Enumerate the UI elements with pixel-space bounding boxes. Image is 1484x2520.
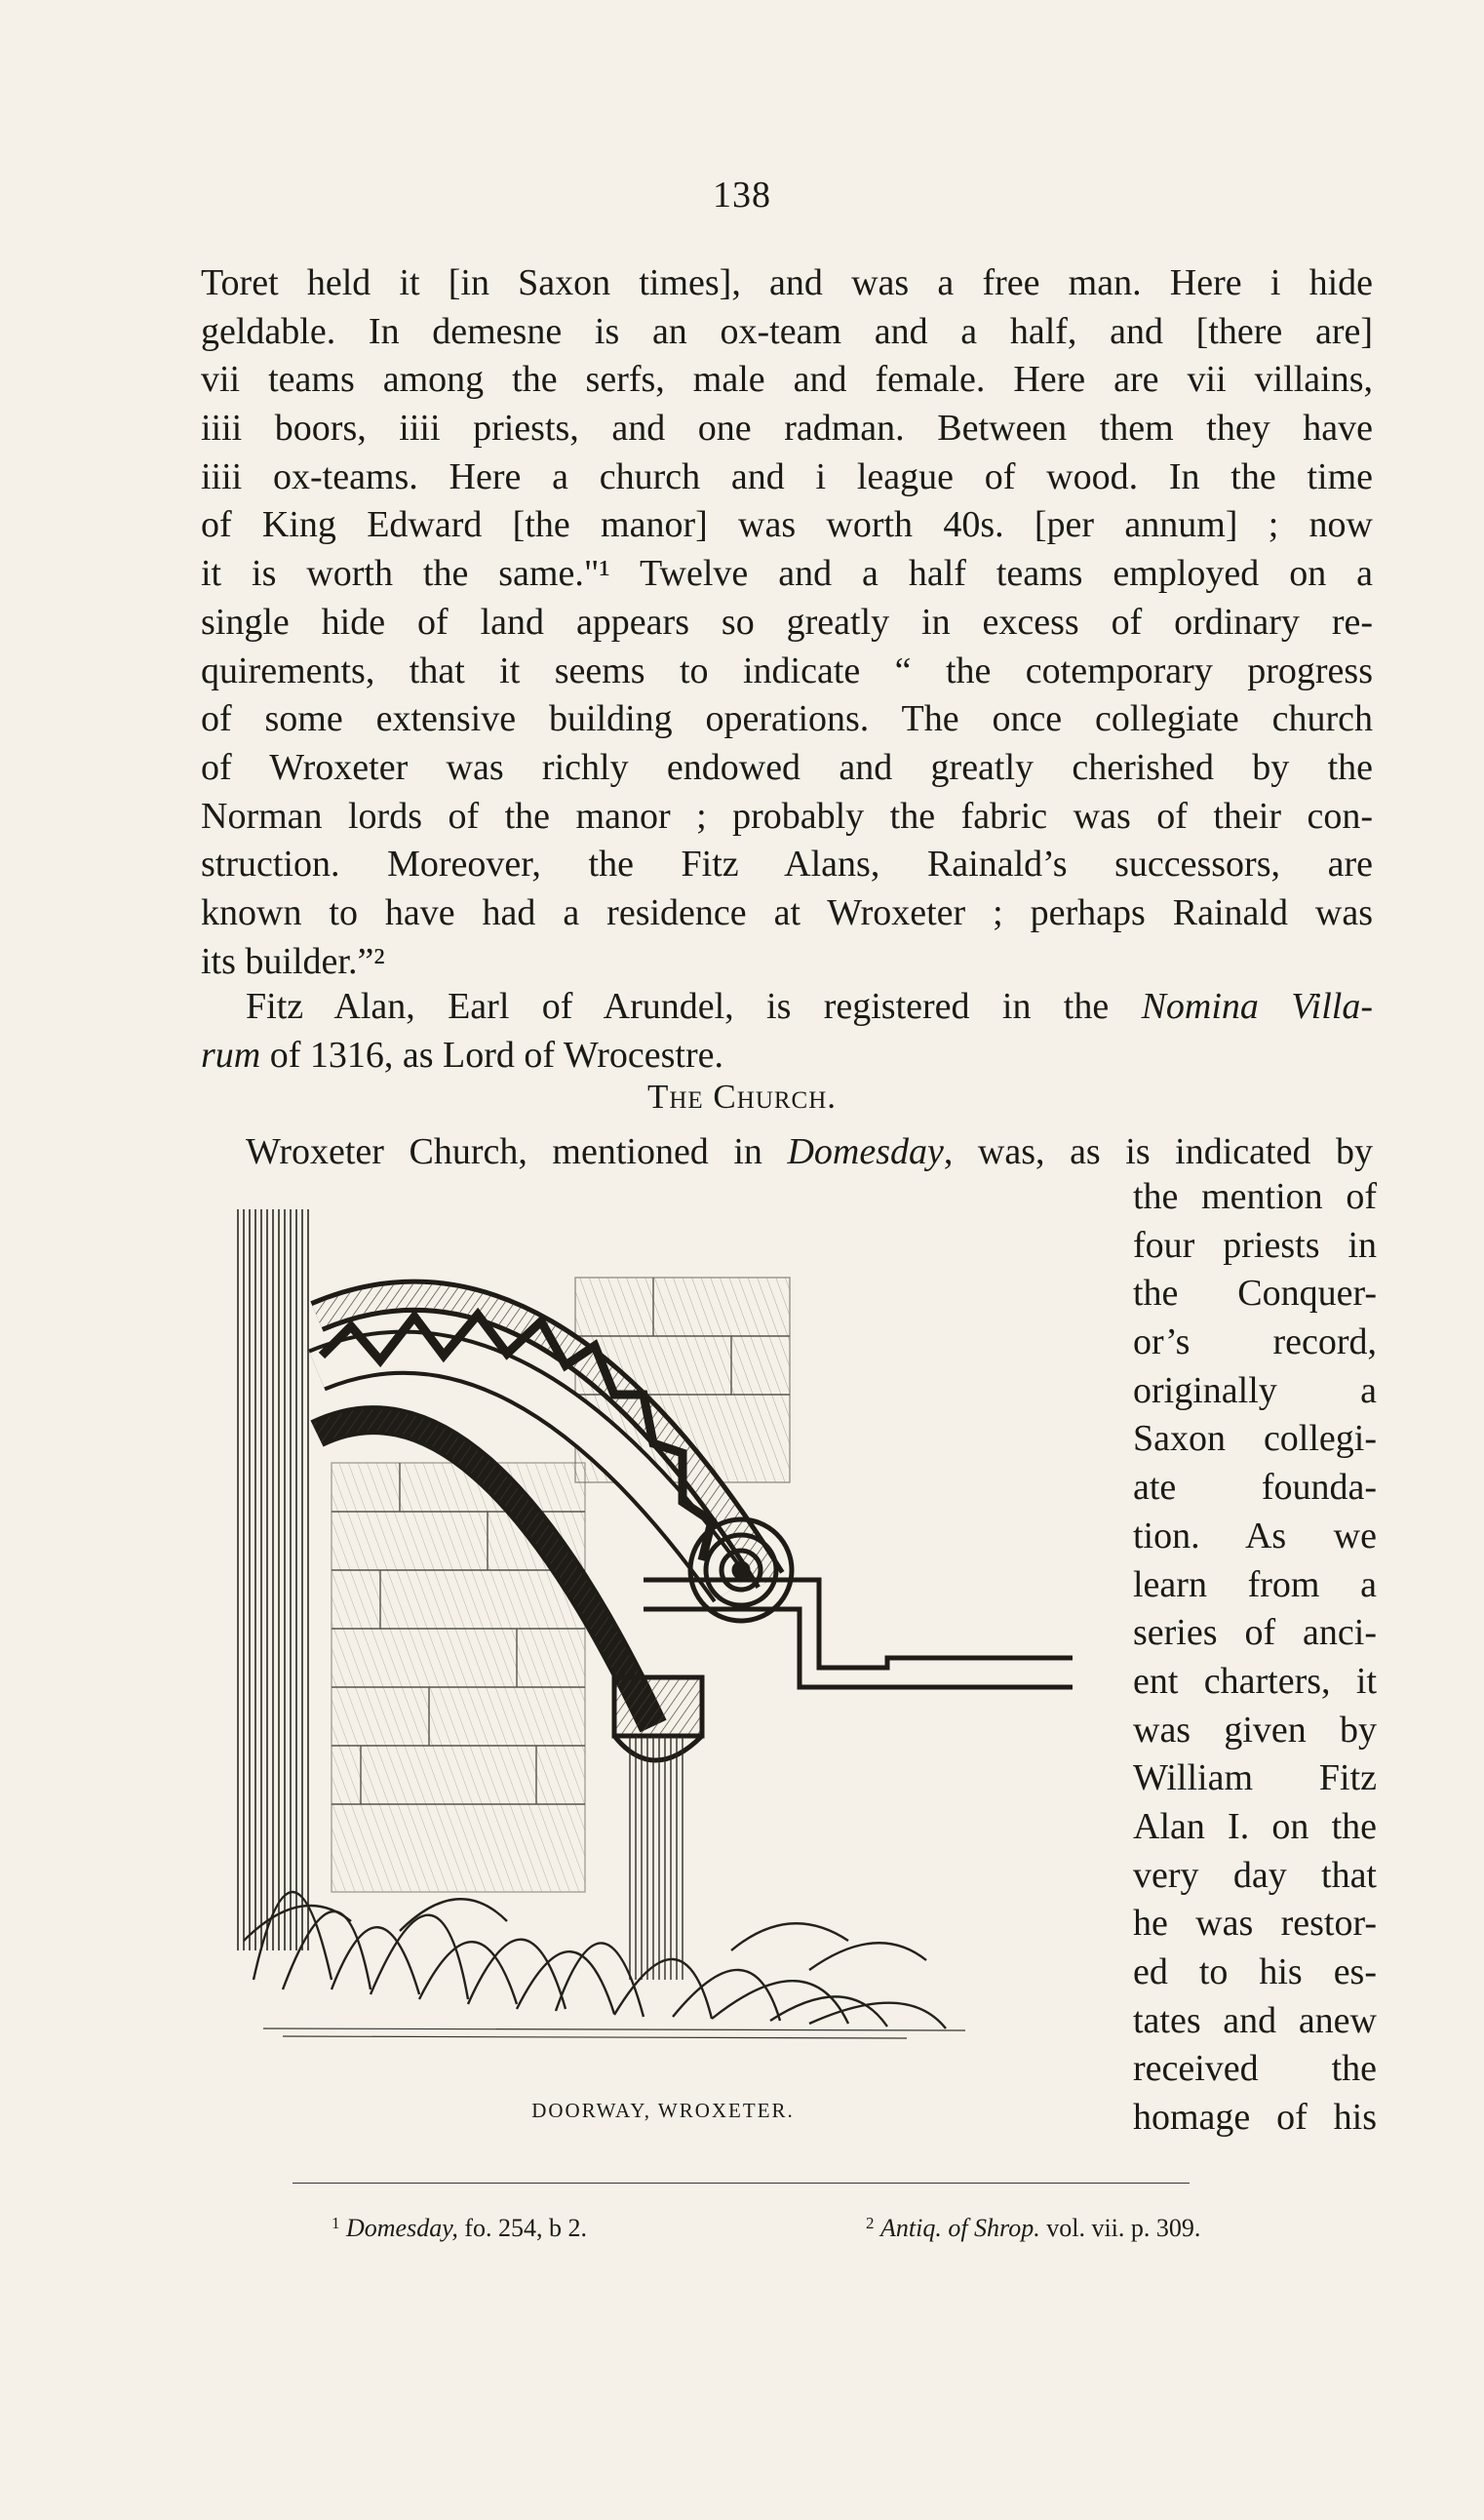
text-line: its builder.”² — [201, 940, 385, 982]
text-line: iiii boors, iiii priests, and one radman. Between them they have — [201, 408, 1373, 450]
side-text-line: he was restor- — [1133, 1903, 1377, 1945]
text-line: it is worth the same."¹ Twelve and a half teams employed on a — [201, 553, 1373, 595]
side-text-line: ate founda- — [1133, 1467, 1377, 1509]
side-text-line: received the — [1133, 2048, 1377, 2090]
text-line: single hide of land appears so greatly in excess of ordinary re- — [201, 601, 1373, 643]
side-text-line: originally a — [1133, 1369, 1377, 1411]
text-line: quirements, that it seems to indicate “ the cotemporary progress — [201, 650, 1373, 691]
side-text-line: or’s record, — [1133, 1321, 1377, 1363]
text-line: Fitz Alan, Earl of Arundel, is registered in the Nomina Villa- — [246, 986, 1373, 1027]
side-text-line: four priests in — [1133, 1224, 1377, 1266]
text-line: iiii ox-teams. Here a church and i league of wood. In the time — [201, 455, 1373, 497]
side-text-line: series of anci- — [1133, 1612, 1377, 1654]
footnote-1: $^1$ Domesday, fo. 254, b 2. — [332, 2214, 587, 2242]
page-number: 138 — [713, 175, 771, 216]
side-text-line: the mention of — [1133, 1176, 1377, 1217]
main-text-block — [201, 259, 1373, 986]
side-text-line: the Conquer- — [1133, 1273, 1377, 1315]
text-line: Toret held it [in Saxon times], and was a free man. Here i hide — [201, 262, 1373, 303]
side-text-line: homage of his — [1133, 2097, 1377, 2139]
text-line: vii teams among the serfs, male and female. Here are vii villains, — [201, 359, 1373, 401]
doorway-engraving — [224, 1200, 1082, 2067]
side-column-text — [1133, 1173, 1377, 2143]
text-line: of some extensive building operations. The once collegiate church — [201, 698, 1373, 740]
side-text-line: learn from a — [1133, 1563, 1377, 1605]
text-line: of King Edward [the manor] was worth 40s. [per annum] ; now — [201, 504, 1373, 546]
text-line: of Wroxeter was richly endowed and greatly cherished by the — [201, 746, 1373, 788]
figure-caption: DOORWAY, WROXETER. — [531, 2099, 795, 2122]
text-line: geldable. In demesne is an ox-team and a half, and [there are] — [201, 310, 1373, 352]
church-intro-line: Wroxeter Church, mentioned in Domesday, was, as is indicated by — [246, 1131, 1373, 1172]
side-text-line: Alan I. on the — [1133, 1805, 1377, 1847]
side-text-line: tion. As we — [1133, 1515, 1377, 1556]
text-line: struction. Moreover, the Fitz Alans, Rainald’s successors, are — [201, 844, 1373, 886]
text-line: known to have had a residence at Wroxeter ; perhaps Rainald was — [201, 891, 1373, 933]
section-heading: The Church. — [646, 1078, 838, 1116]
side-text-line: ent charters, it — [1133, 1660, 1377, 1702]
side-text-line: tates and anew — [1133, 1999, 1377, 2041]
text-line: rum of 1316, as Lord of Wrocestre. — [201, 1034, 723, 1076]
footnote-2: $^2$ Antiq. of Shrop. vol. vii. p. 309. — [866, 2214, 1201, 2242]
side-text-line: was given by — [1133, 1709, 1377, 1751]
text-line: Norman lords of the manor ; probably the fabric was of their con- — [201, 795, 1373, 837]
side-text-line: William Fitz — [1133, 1757, 1377, 1799]
side-text-line: ed to his es- — [1133, 1951, 1377, 1992]
side-text-line: very day that — [1133, 1854, 1377, 1896]
side-text-line: Saxon collegi- — [1133, 1418, 1377, 1460]
footnote-divider — [293, 2183, 1190, 2184]
fitz-alan-paragraph — [201, 983, 1373, 1080]
